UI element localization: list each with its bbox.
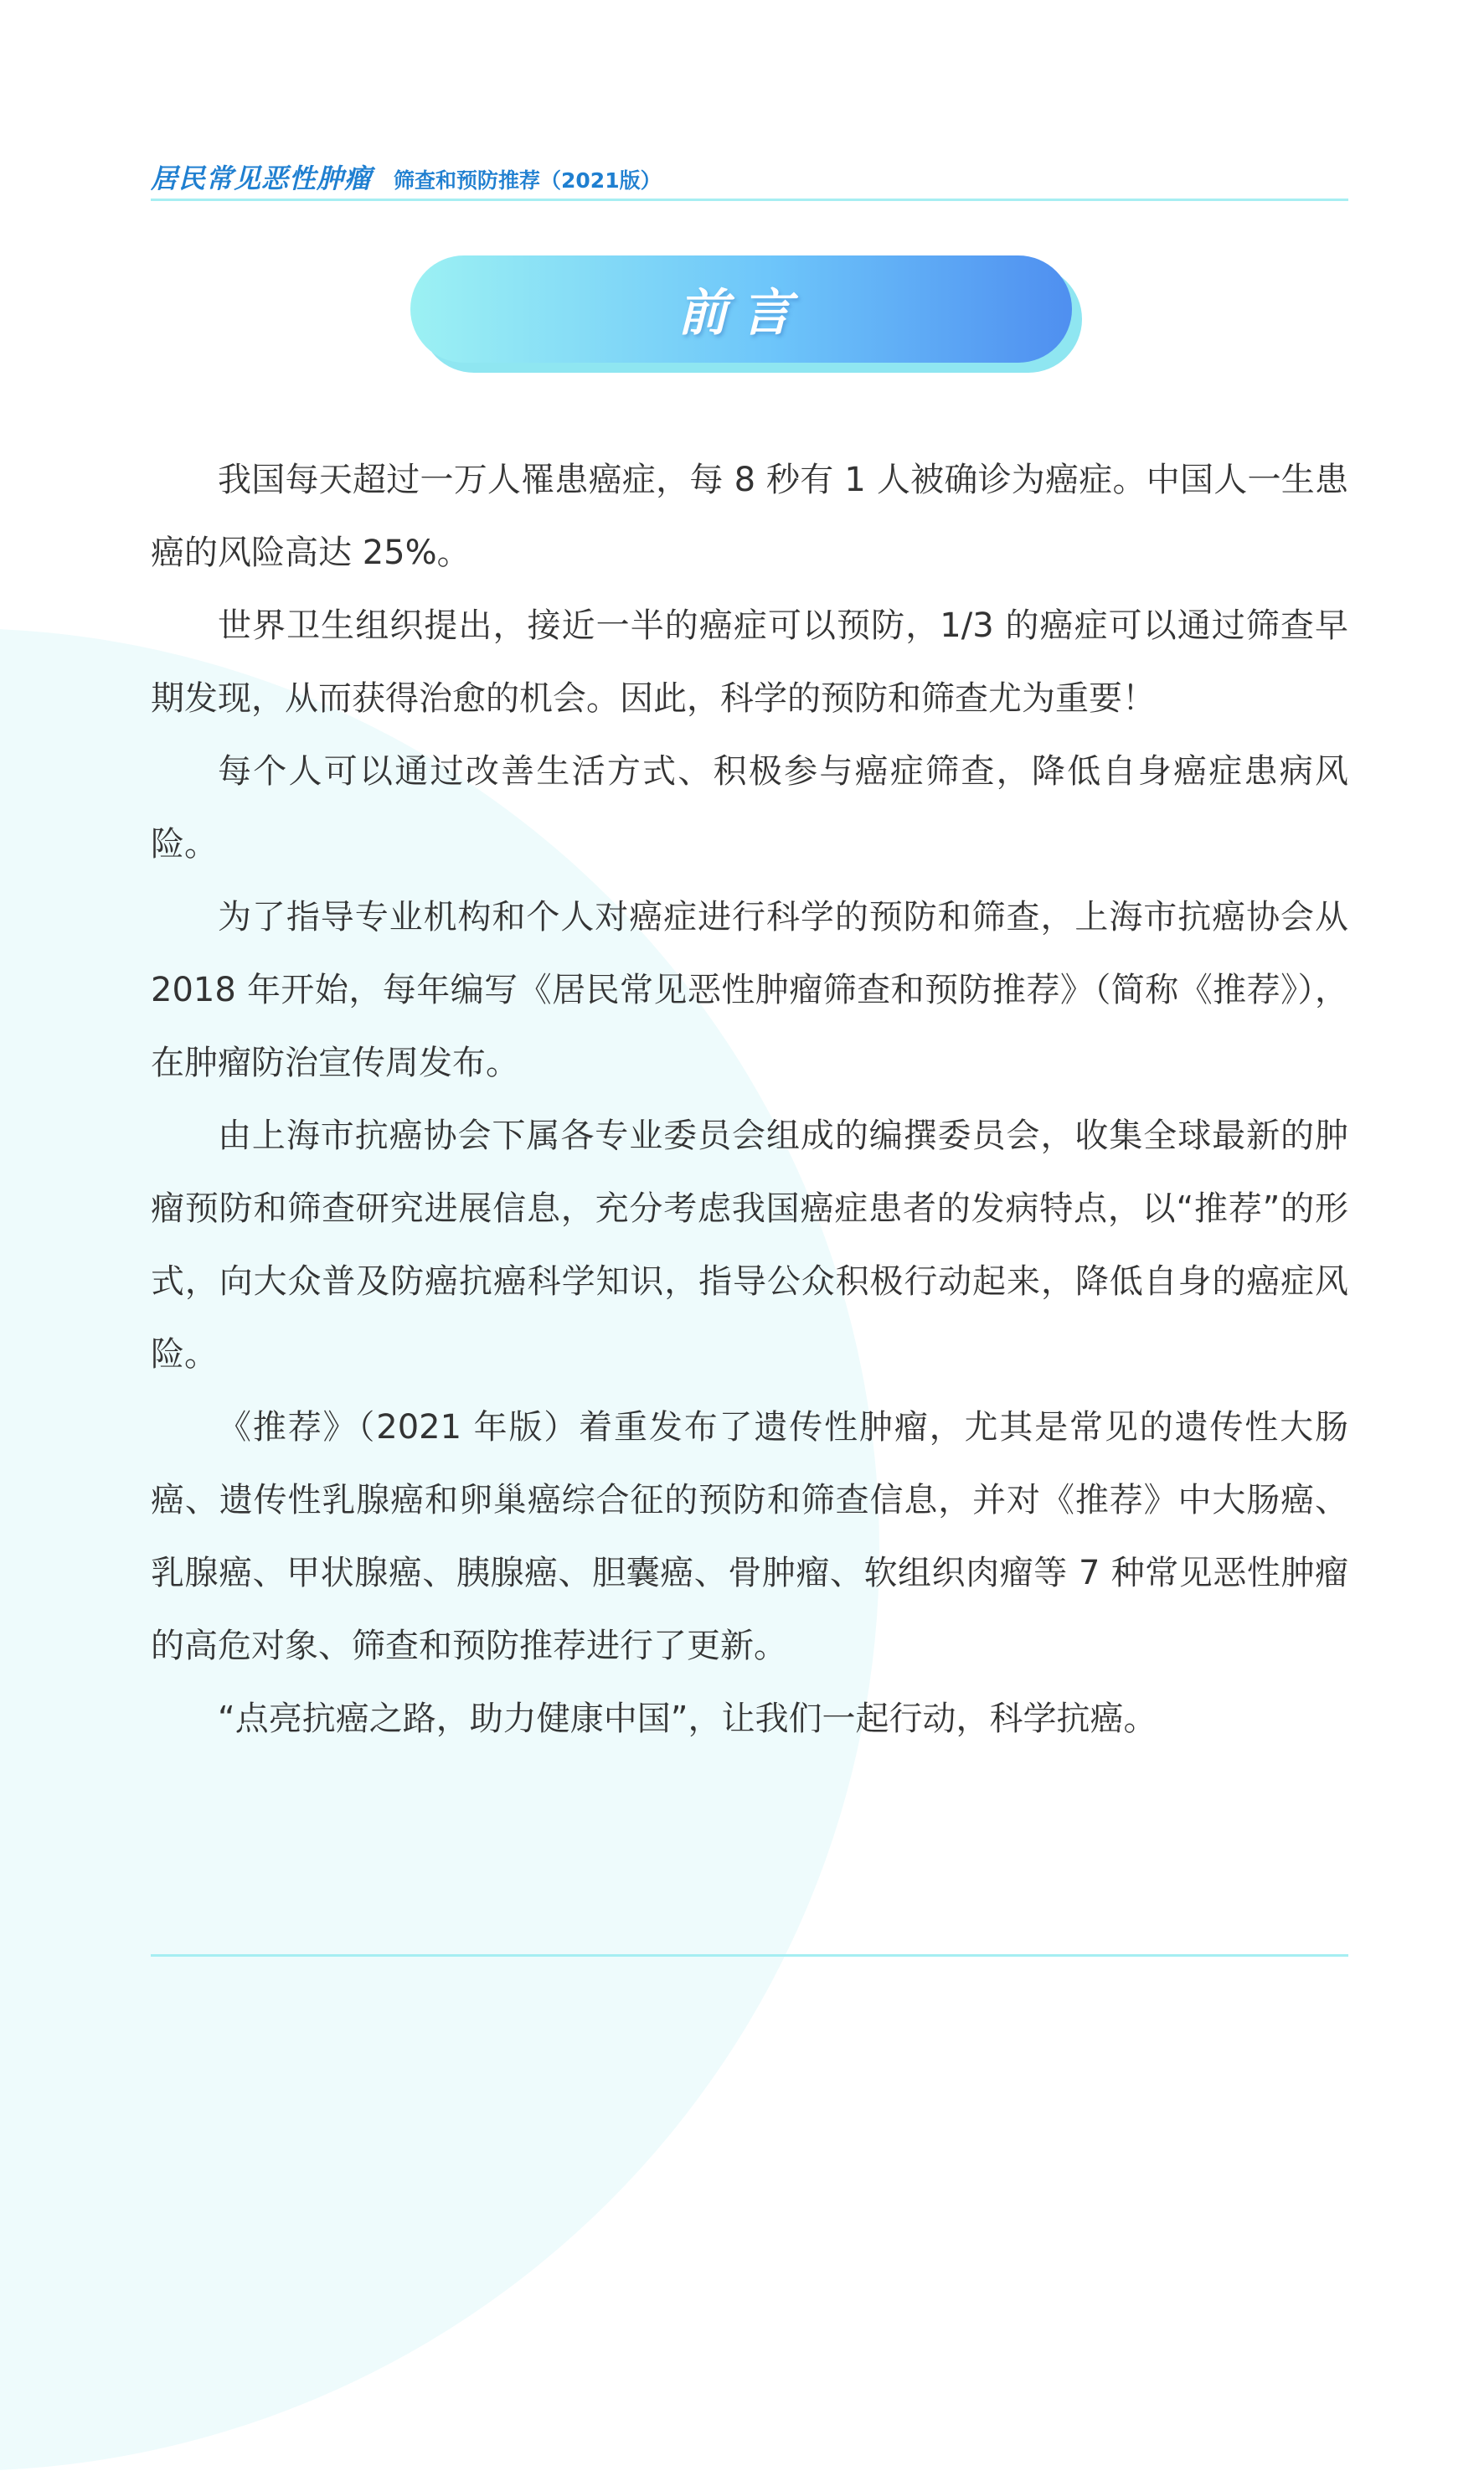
running-header: [151, 157, 662, 199]
paragraph-2: 世界卫生组织提出，接近一半的癌症可以预防，1/3 的癌症可以通过筛查早期发现，从而获得治愈的机会。因此，科学的预防和筛查尤为重要！: [151, 606, 1348, 718]
section-title: 前言: [678, 284, 805, 343]
header-main-title: 居民常见恶性肿瘤: [151, 162, 373, 194]
preface-body: [151, 444, 1348, 1756]
title-banner-pill: [410, 255, 1072, 363]
paragraph-7: “点亮抗癌之路，助力健康中国”，让我们一起行动，科学抗癌。: [218, 1700, 1157, 1738]
section-title-banner: [410, 255, 1085, 374]
paragraph-6: 《推荐》（2021 年版）着重发布了遗传性肿瘤，尤其是常见的遗传性大肠癌、遗传性乳腺癌和卵巢癌综合征的预防和筛查信息，并对《推荐》中大肠癌、乳腺癌、甲状腺癌、胰腺癌、胆囊癌、骨肿瘤、软组织肉瘤等 7 种常见恶性肿瘤的高危对象、筛查和预防推荐进行了更新。: [151, 1408, 1348, 1665]
header-divider: [151, 199, 1348, 201]
header-sub-title: 筛查和预防推荐（2021版）: [394, 168, 662, 193]
footer-divider: [151, 1954, 1348, 1957]
paragraph-4: 为了指导专业机构和个人对癌症进行科学的预防和筛查，上海市抗癌协会从 2018 年开始，每年编写《居民常见恶性肿瘤筛查和预防推荐》（简称《推荐》），在肿瘤防治宣传周发布。: [151, 898, 1348, 1082]
paragraph-1: 我国每天超过一万人罹患癌症，每 8 秒有 1 人被确诊为癌症。中国人一生患癌的风险高达 25%。: [151, 461, 1348, 572]
paragraph-5: 由上海市抗癌协会下属各专业委员会组成的编撰委员会，收集全球最新的肿瘤预防和筛查研究进展信息，充分考虑我国癌症患者的发病特点，以“推荐”的形式，向大众普及防癌抗癌科学知识，指导公众积极行动起来，降低自身的癌症风险。: [151, 1117, 1348, 1374]
paragraph-3: 每个人可以通过改善生活方式、积极参与癌症筛查，降低自身癌症患病风险。: [151, 752, 1348, 864]
